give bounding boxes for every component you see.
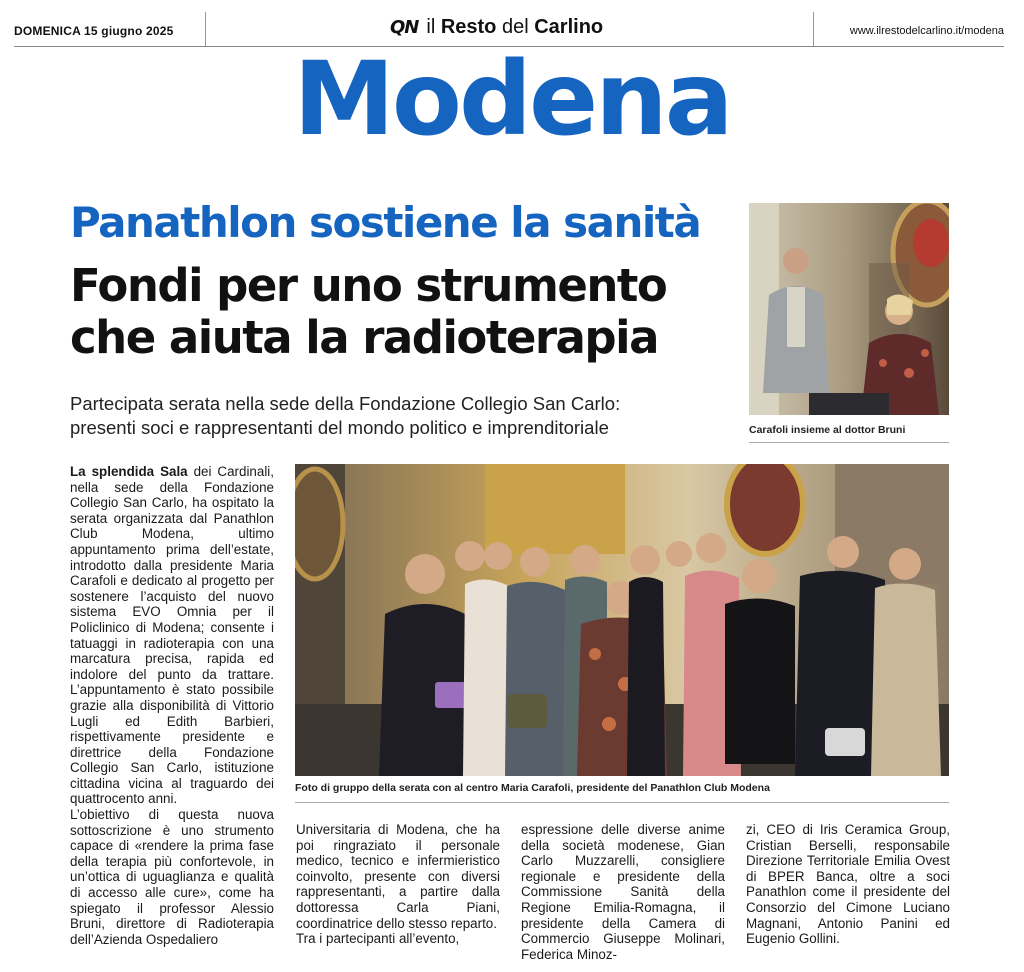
header-divider — [205, 12, 206, 46]
body-paragraph: La splendida Sala dei Cardinali, nella sede della Fondazione Collegio San Carlo, ha ospitato la serata organizzata dal Panathlon Club Modena, ultimo appuntamento prima dell’estate, introdotto dalla presidente Maria Carafoli e dedicato al progetto per sostenere l’acquisto del nuovo sistema EVO Omnia per il Policlinico di Modena; consente i tatuaggi in radioterapia con una marcatura precisa, rapida ed indolore del punto da trattare. L’appuntamento è stato possibile grazie alla disponibilità di Vittorio Lugli ed Edith Barbieri, rispettivamente presidente e direttrice della Fondazione Collegio San Carlo, istituzione cittadina vicina al traguardo dei quattrocento anni. — [70, 464, 274, 807]
subtitle-line: presenti soci e rappresentanti del mondo politico e imprenditoriale — [70, 417, 609, 439]
section-title: Modena — [293, 40, 731, 159]
photo-carafoli-bruni — [749, 203, 949, 415]
body-column-1 — [70, 464, 274, 947]
photo-caption: Foto di gruppo della serata con al centro Maria Carafoli, presidente del Panathlon Club Modena — [295, 782, 770, 794]
lead-in: La splendida Sala — [70, 464, 188, 479]
logo-qn-mark: QN — [390, 17, 419, 38]
body-column-2 — [296, 822, 500, 947]
photo-group — [295, 464, 949, 776]
body-paragraph: Universitaria di Modena, che ha poi ringraziato il personale medico, tecnico e infermieristico coinvolto, presente con diversi rappresentanti, a partire dalla dottoressa Carla Piani, coordinatrice dello stesso reparto. — [296, 822, 500, 931]
header-divider — [813, 12, 814, 46]
article-subtitle — [70, 392, 620, 440]
body-paragraph: espressione delle diverse anime della società modenese, Gian Carlo Muzzarelli, consigliere regionale e presidente della Commissione Sanità della Regione Emilia-Romagna, il presidente della Camera di Commercio Giuseppe Molinari, Federica Minoz- — [521, 822, 725, 962]
website-url: www.ilrestodelcarlino.it/modena — [849, 25, 1004, 37]
article-title — [70, 260, 666, 364]
title-line: Fondi per uno strumento — [70, 259, 667, 312]
body-paragraph: zi, CEO di Iris Ceramica Group, Cristian Berselli, responsabile Direzione Territoriale Emilia Ovest di BPER Banca, oltre a soci Panathlon come il presidente del Consorzio del Cimone Luciano Magnani, Antonio Panini ed Eugenio Gollini. — [746, 822, 950, 947]
newspaper-logo — [390, 16, 603, 39]
article-kicker: Panathlon sostiene la sanità — [70, 198, 701, 247]
photo-caption: Carafoli insieme al dottor Bruni — [749, 424, 906, 436]
edition-date: DOMENICA 15 giugno 2025 — [14, 24, 174, 38]
caption-rule — [295, 802, 949, 803]
logo-wordmark: il Resto del Carlino — [426, 16, 604, 38]
body-column-4 — [746, 822, 950, 947]
subtitle-line: Partecipata serata nella sede della Fondazione Collegio San Carlo: — [70, 393, 621, 414]
body-paragraph: Tra i partecipanti all’evento, — [296, 931, 460, 947]
caption-rule — [749, 442, 949, 443]
body-paragraph: L’obiettivo di questa nuova sottoscrizione è uno strumento capace di «rendere la prima fase della terapia più confortevole, in un’ottica di uguaglianza e qualità di accesso alle cure», come ha spiegato il professor Alessio Bruni, direttore di Radioterapia dell’Azienda Ospedaliero — [70, 807, 274, 947]
title-line: che aiuta la radioterapia — [70, 310, 658, 364]
body-column-3 — [521, 822, 725, 962]
